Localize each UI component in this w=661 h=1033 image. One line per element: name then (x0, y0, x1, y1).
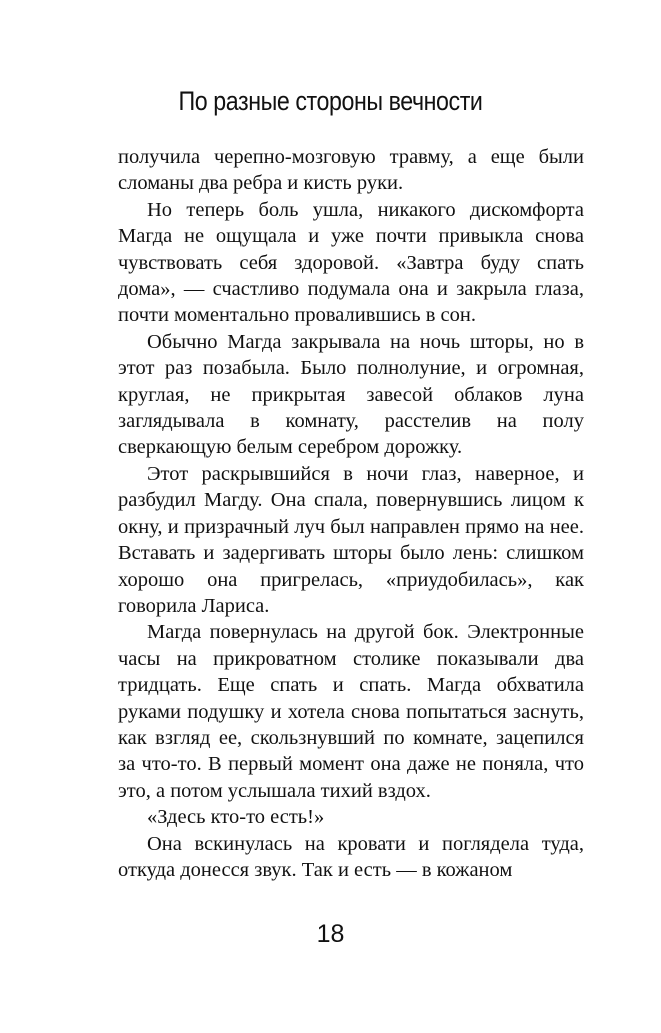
paragraph-7: Она вскинулась на кровати и поглядела туда, откуда донесся звук. Так и есть — в кожаном (118, 832, 584, 881)
paragraph-5: Магда повернулась на другой бок. Электронные часы на прикроватном столике показывали два тридцать. Еще спать и спать. Магда обхватила руками подушку и хотела снова попытаться заснуть, как взгляд ее, скользнувший по комнате, зацепился за что-то. В первый момент она даже не поняла, что это, а потом услышала тихий вздох. (118, 621, 584, 802)
running-header: По разные стороны вечности (178, 86, 483, 116)
paragraph-1: получила черепно-мозговую травму, а еще были сломаны два ребра и кисть руки. (118, 146, 584, 195)
paragraph-6: «Здесь кто-то есть!» (147, 806, 325, 829)
body-text (118, 144, 584, 883)
paragraph-4: Этот раскрывшийся в ночи глаз, наверное, и разбудил Магду. Она спала, повернувшись лицом к окну, и призрачный луч был направлен прямо на нее. Вставать и задергивать шторы было лень: слишком хорошо она пригрелась, «приудобилась», как говорила Лариса. (118, 462, 584, 617)
paragraph-3: Обычно Магда закрывала на ночь шторы, но в этот раз позабыла. Было полнолуние, и огромная, круглая, не прикрытая завесой облаков луна заглядывала в комнату, расстелив на полу сверкающую белым серебром дорожку. (118, 330, 584, 459)
paragraph-2: Но теперь боль ушла, никакого дискомфорта Магда не ощущала и уже почти привыкла снова чувствовать себя здоровой. «Завтра буду спать дома», — счастливо подумала она и закрыла глаза, почти моментально провалившись в сон. (118, 198, 584, 327)
page-number: 18 (316, 920, 345, 948)
